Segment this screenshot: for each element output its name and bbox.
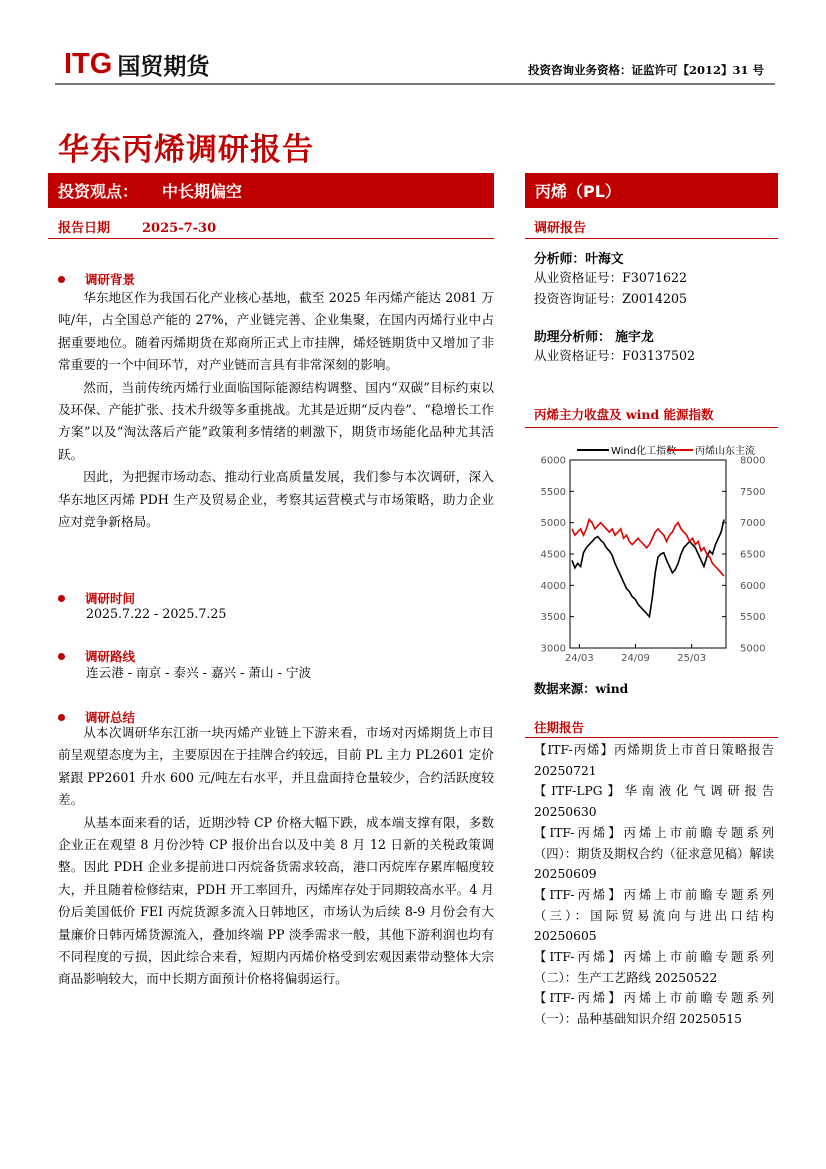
chart-legend bbox=[577, 444, 755, 457]
report-title: 华东丙烯调研报告 bbox=[58, 132, 314, 168]
y-left-tick-label: 3500 bbox=[540, 612, 566, 624]
y-right-tick-label: 7500 bbox=[740, 486, 766, 498]
divider bbox=[525, 427, 778, 428]
report-date bbox=[58, 217, 216, 236]
divider bbox=[48, 238, 494, 239]
header-rule bbox=[55, 83, 775, 85]
past-reports-list bbox=[534, 740, 774, 1030]
product-name: 丙烯（PL） bbox=[535, 182, 621, 201]
company-logo bbox=[64, 48, 209, 80]
viewpoint-label: 投资观点： bbox=[58, 182, 139, 201]
x-tick-label: 25/03 bbox=[677, 653, 707, 664]
y-left-tick-label: 6000 bbox=[540, 455, 566, 467]
past-report-link[interactable]: 【ITF-丙烯】丙烯上市前瞻专题系列（二）：生产工艺路线 20250522 bbox=[534, 950, 774, 985]
y-axis-left bbox=[541, 456, 574, 655]
x-axis bbox=[565, 644, 706, 664]
analyst-block bbox=[534, 248, 780, 366]
logo-company-name: 国贸期货 bbox=[117, 53, 210, 80]
divider bbox=[525, 238, 778, 239]
y-right-tick-label: 7000 bbox=[740, 518, 766, 530]
background-body bbox=[58, 287, 494, 533]
product-bar bbox=[525, 173, 778, 208]
paragraph: 华东地区作为我国石化产业核心基地，截至 2025 年丙烯产能达 2081 万吨/年，占全国总产能的 27%，产业链完善、企业集聚，在国内丙烯行业中占据重要地位。随着丙烯期货在郑商所正式上市挂牌，烯烃链期货中又增加了非常重要的一个中间环节，对产业链而言具有非常深刻的影响。 bbox=[58, 290, 494, 373]
research-route: 连云港 - 南京 - 泰兴 - 嘉兴 - 萧山 - 宁波 bbox=[86, 665, 312, 680]
paragraph: 因此，为把握市场动态、推动行业高质量发展，我们参与本次调研，深入华东地区丙烯 PDH 生产及贸易企业，考察其运营模式与市场策略，助力企业应对竞争新格局。 bbox=[58, 469, 494, 530]
bullet-icon bbox=[58, 276, 65, 283]
past-reports-heading: 往期报告 bbox=[534, 720, 585, 735]
y-left-tick-label: 4000 bbox=[540, 580, 566, 592]
viewpoint-bar bbox=[48, 173, 494, 208]
section-heading-background bbox=[56, 270, 135, 288]
license-text: 投资咨询业务资格：证监许可【2012】31 号 bbox=[527, 63, 764, 77]
legend-label-propylene-shandong: 丙烯山东主流 bbox=[695, 446, 755, 457]
bullet-icon bbox=[58, 653, 65, 660]
analyst-consult-cert: 投资咨询证号：Z0014205 bbox=[534, 291, 687, 306]
divider bbox=[525, 737, 778, 738]
assistant-analyst-cert: 从业资格证号：F03137502 bbox=[534, 348, 695, 363]
y-left-tick-label: 4500 bbox=[540, 549, 566, 561]
past-report-link[interactable]: 【ITF-丙烯】丙烯上市前瞻专题系列（三）：国际贸易流向与进出口结构 20250605 bbox=[534, 887, 774, 944]
assistant-analyst-name: 助理分析师： 施宇龙 bbox=[534, 330, 654, 345]
bullet-icon bbox=[58, 714, 65, 721]
y-right-tick-label: 6500 bbox=[740, 549, 766, 561]
y-left-tick-label: 5500 bbox=[540, 486, 566, 498]
series-line-wind-index bbox=[572, 520, 724, 617]
y-right-tick-label: 8000 bbox=[740, 455, 766, 467]
x-tick-label: 24/09 bbox=[621, 653, 650, 664]
viewpoint-value: 中长期偏空 bbox=[162, 182, 243, 201]
past-report-link[interactable]: 【ITF-丙烯】丙烯上市前瞻专题系列（一）：品种基础知识介绍 20250515 bbox=[534, 991, 774, 1027]
paragraph: 从本次调研华东江浙一块丙烯产业链上下游来看，市场对丙烯期货上市目前呈观望态度为主，主要原因在于挂牌合约较远，目前 PL 主力 PL2601 定价紧跟 PP2601 升水 600 元/吨左右水平，并且盘面持仓量较少，合约活跃度较差。 bbox=[58, 725, 494, 808]
analyst-cert: 从业资格证号：F3071622 bbox=[534, 270, 687, 285]
series-layer bbox=[572, 520, 724, 617]
report-date-label: 报告日期 bbox=[58, 221, 111, 236]
bullet-icon bbox=[58, 595, 65, 602]
section-heading-text: 调研背景 bbox=[85, 272, 136, 287]
x-tick-label: 24/03 bbox=[564, 653, 594, 664]
analyst-name: 分析师：叶海文 bbox=[534, 252, 624, 267]
price-index-chart bbox=[525, 437, 778, 669]
report-date-value: 2025-7-30 bbox=[142, 221, 217, 236]
past-report-link[interactable]: 【ITF-丙烯】丙烯上市前瞻专题系列（四）：期货及期权合约（征求意见稿）解读 20250609 bbox=[534, 825, 774, 882]
data-source: 数据来源：wind bbox=[534, 681, 629, 696]
report-type: 调研报告 bbox=[534, 221, 587, 236]
paragraph: 从基本面来看的话，近期沙特 CP 价格大幅下跌，成本端支撑有限，多数企业正在观望 8 月份沙特 CP 报价出台以及中美 8 月 12 日新的关税政策调整。因此 PDH 企业多提前进口丙烷备货需求较高，港口丙烷库存累库幅度较大，并且随着检修结束，PDH 开工率回升，丙烯库存处于同期较高水平。4 月份后美国低价 FEI 丙烷货源多流入日韩地区，市场认为后续 8-9 月份会有大量廉价日韩丙烯货源流入，叠加终端 PP 淡季需求一般，其他下游利润也均有不同程度的亏损，因此综合来看，短期内丙烯价格受到宏观因素带动整体大宗商品影响较大，而中长期方面预计价格将偏弱运行。 bbox=[58, 814, 494, 987]
chart-title: 丙烯主力收盘及 wind 能源指数 bbox=[534, 407, 714, 422]
paragraph: 然而，当前传统丙烯行业面临国际能源结构调整、国内“双碳”目标约束以及环保、产能扩张、技术升级等多重挑战。尤其是近期“反内卷”、“稳增长工作方案”以及“淘汰落后产能”政策利多情绪的刺激下，期货市场能化品种尤其活跃。 bbox=[58, 379, 494, 462]
logo-itg-text: ITG bbox=[64, 47, 113, 80]
past-report-link[interactable]: 【ITF-丙烯】丙烯期货上市首日策略报告 20250721 bbox=[534, 743, 774, 778]
section-heading-text: 调研时间 bbox=[85, 591, 136, 606]
y-left-tick-label: 5000 bbox=[540, 518, 566, 530]
y-left-tick-label: 3000 bbox=[540, 643, 566, 655]
past-report-link[interactable]: 【ITF-LPG】华南液化气调研报告 20250630 bbox=[534, 784, 774, 820]
plot-area bbox=[570, 460, 726, 648]
legend-label-wind-index: Wind化工指数 bbox=[611, 446, 677, 457]
summary-body bbox=[58, 722, 494, 991]
section-heading-text: 调研路线 bbox=[85, 649, 136, 664]
y-axis-right bbox=[722, 456, 765, 655]
series-line-propylene-shandong bbox=[572, 520, 724, 576]
section-heading-text: 调研总结 bbox=[85, 710, 136, 725]
y-right-tick-label: 5500 bbox=[740, 612, 766, 624]
y-right-tick-label: 6000 bbox=[740, 580, 766, 592]
y-right-tick-label: 5000 bbox=[740, 643, 766, 655]
research-time: 2025.7.22 - 2025.7.25 bbox=[86, 606, 227, 621]
